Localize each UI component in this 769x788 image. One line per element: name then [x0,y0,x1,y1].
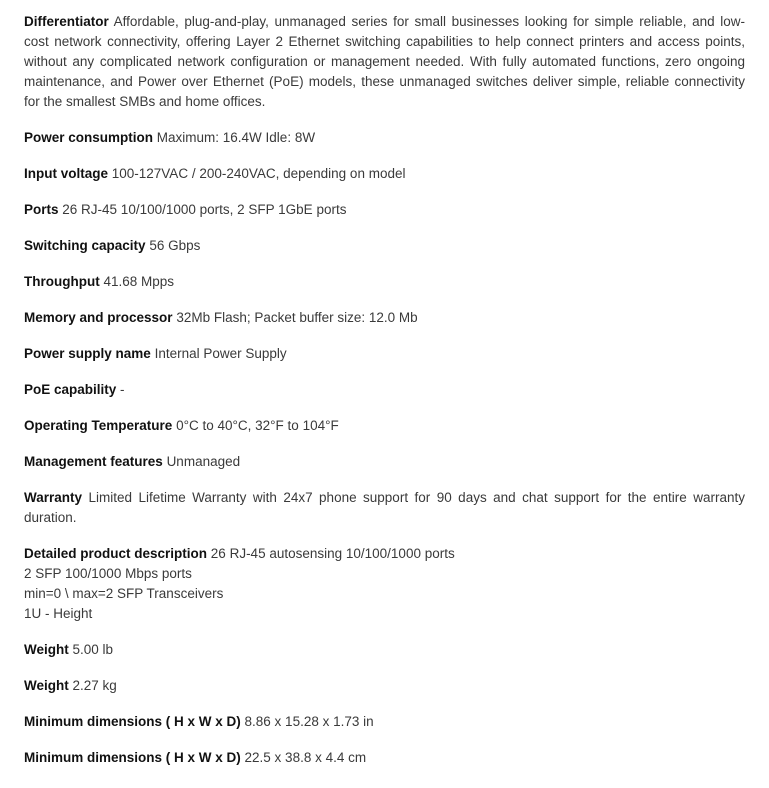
spec-label: Management features [24,454,163,469]
spec-switching-capacity [24,236,745,256]
spec-label: Differentiator [24,14,109,29]
spec-dimensions-in [24,712,745,732]
spec-value: Maximum: 16.4W Idle: 8W [156,130,316,145]
spec-label: Warranty [24,490,83,505]
spec-value: 32Mb Flash; Packet buffer size: 12.0 Mb [176,310,418,325]
spec-label: Weight [24,642,69,657]
spec-label: Throughput [24,274,100,289]
spec-value: 22.5 x 38.8 x 4.4 cm [244,750,367,765]
spec-value: 26 RJ-45 autosensing 10/100/1000 ports [210,546,455,561]
spec-value: 5.00 lb [72,642,114,657]
spec-value: - [120,382,125,397]
spec-dimensions-cm [24,748,745,768]
spec-value: Internal Power Supply [154,346,287,361]
spec-value-line: 2 SFP 100/1000 Mbps ports [24,566,192,581]
spec-label: Weight [24,678,69,693]
spec-value: 100-127VAC / 200-240VAC, depending on model [111,166,406,181]
spec-differentiator [24,12,745,112]
spec-value: 2.27 kg [72,678,117,693]
spec-label: Minimum dimensions ( H x W x D) [24,750,241,765]
spec-power-consumption [24,128,745,148]
spec-value: 26 RJ-45 10/100/1000 ports, 2 SFP 1GbE ports [62,202,347,217]
spec-label: Input voltage [24,166,108,181]
spec-warranty [24,488,745,528]
spec-label: Minimum dimensions ( H x W x D) [24,714,241,729]
spec-label: Memory and processor [24,310,173,325]
spec-label: Ports [24,202,59,217]
spec-label: Power consumption [24,130,154,145]
spec-value: 8.86 x 15.28 x 1.73 in [244,714,374,729]
spec-value: 41.68 Mpps [103,274,175,289]
spec-value: 56 Gbps [149,238,201,253]
spec-poe-capability [24,380,745,400]
spec-operating-temperature [24,416,745,436]
spec-label: Power supply name [24,346,151,361]
spec-weight-kg [24,676,745,696]
spec-value: Affordable, plug-and-play, unmanaged series for small businesses looking for simple reliable, and low-cost network connectivity, offering Layer 2 Ethernet switching capabilities to help connect printers and access points, without any complicated network configuration or management needed. With fully automated functions, zero ongoing maintenance, and Power over Ethernet (PoE) models, these unmanaged switches deliver simple, reliable connectivity for the smallest SMBs and home offices. [24,14,745,109]
spec-memory-processor [24,308,745,328]
spec-weight-lb [24,640,745,660]
spec-value: 0°C to 40°C, 32°F to 104°F [176,418,339,433]
spec-value-line: min=0 \ max=2 SFP Transceivers [24,586,224,601]
spec-management-features [24,452,745,472]
spec-label: Switching capacity [24,238,146,253]
spec-value: Limited Lifetime Warranty with 24x7 phone support for 90 days and chat support for the entire warranty duration. [24,490,745,525]
spec-label: PoE capability [24,382,117,397]
spec-label: Detailed product description [24,546,208,561]
spec-label: Operating Temperature [24,418,173,433]
spec-detailed-description [24,544,745,624]
spec-input-voltage [24,164,745,184]
spec-throughput [24,272,745,292]
spec-value-line: 1U - Height [24,606,93,621]
spec-value: Unmanaged [166,454,241,469]
spec-ports [24,200,745,220]
spec-power-supply-name [24,344,745,364]
